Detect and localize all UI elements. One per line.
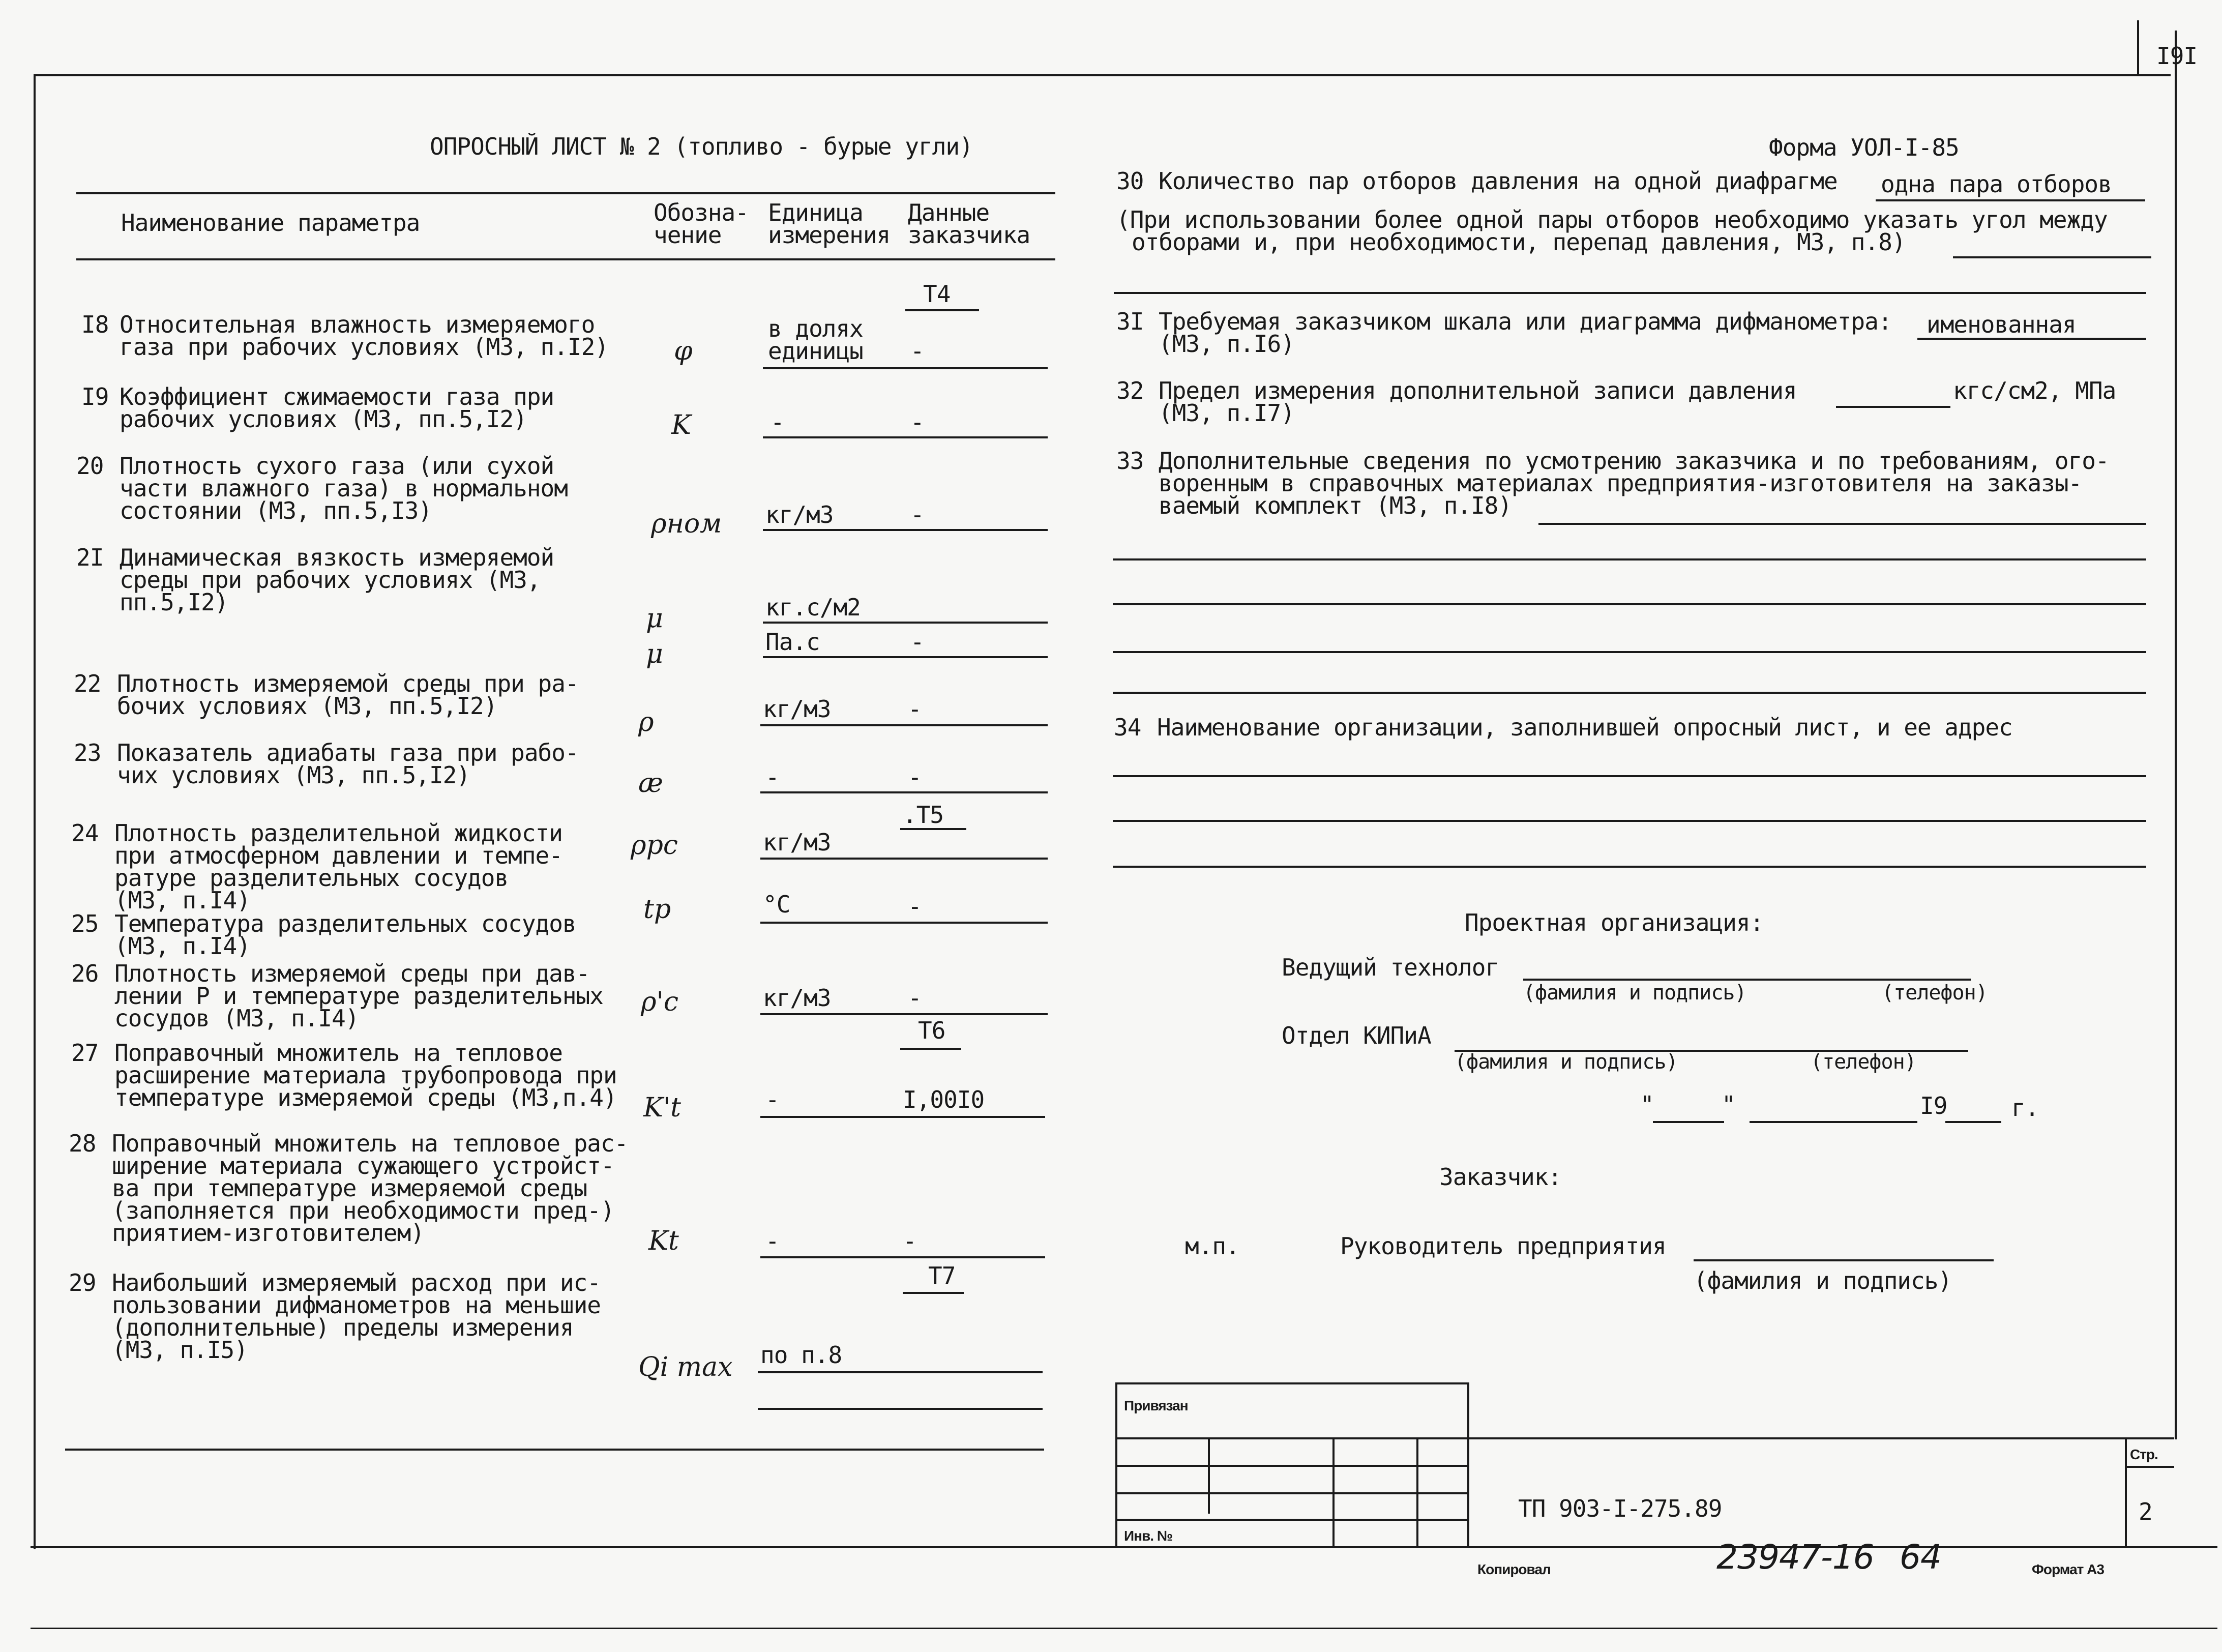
row-27-symbol: K't <box>643 1093 682 1123</box>
row-28-text-2: ширение материала сужающего устройст- <box>112 1152 614 1179</box>
header-data-1: Данные <box>908 199 990 226</box>
stamp-col-3 <box>1416 1437 1418 1546</box>
row-25-text-2: (М3, п.I4) <box>114 932 250 960</box>
page-bottom-rule <box>31 1628 2217 1629</box>
form-code: Форма УОЛ-I-85 <box>1769 134 1959 161</box>
stamp-handwritten-number: 23947-16 <box>1716 1538 1874 1577</box>
row-25-data: - <box>908 893 922 920</box>
row-19-number: I9 <box>81 383 109 410</box>
item-33-fill-line-5 <box>1113 692 2146 694</box>
row-27-unit: - <box>765 1086 779 1113</box>
stamp-left <box>1115 1382 1117 1546</box>
row-18-line <box>763 367 1048 369</box>
row-24-text-2: при атмосферном давлении и темпе- <box>114 842 562 869</box>
row-18-text-2: газа при рабочих условиях (М3, п.I2) <box>120 333 608 361</box>
stamp-sheet-row <box>2126 1466 2174 1468</box>
row-22-symbol: ρ <box>638 707 654 738</box>
lead-technologist-phone-caption: (телефон) <box>1882 981 1988 1005</box>
frame-left <box>34 74 36 1549</box>
row-24-unit: кг/м3 <box>763 829 831 856</box>
row-27-text-2: расширение материала трубопровода при <box>114 1061 617 1089</box>
row-18-tag: T4 <box>923 280 951 308</box>
item-31-number: 3I <box>1116 308 1144 335</box>
row-21-data-2: - <box>910 628 924 656</box>
row-26-text-2: лении Р и температуре разделительных <box>114 982 603 1010</box>
item-31-value-line <box>1917 338 2146 340</box>
row-21-symbol: μ <box>646 603 663 634</box>
item-33-line-2: воренным в справочных материалах предприятия-изготовителя на заказы- <box>1159 469 2082 497</box>
stamp-handwritten-sheet: 64 <box>1900 1538 1941 1577</box>
frame-right <box>2175 31 2177 1439</box>
row-24-symbol: ρрс <box>631 830 678 861</box>
row-29-tag-line <box>903 1292 964 1294</box>
row-18-data: - <box>910 337 924 365</box>
item-33-fill-line-1 <box>1538 523 2146 525</box>
row-18-text-1: Относительная влажность измеряемого <box>120 311 595 338</box>
date-quote-open: " <box>1640 1091 1654 1118</box>
row-29-line-2 <box>758 1408 1043 1410</box>
stamp-copied-label: Копировал <box>1477 1561 1551 1577</box>
item-34-number: 34 <box>1114 714 1141 741</box>
director-label: Руководитель предприятия <box>1340 1232 1666 1260</box>
row-18-tag-line <box>905 309 979 311</box>
director-line <box>1694 1259 1994 1261</box>
row-20-text-2: части влажного газа) в нормальном <box>120 475 568 502</box>
stamp-top <box>1116 1382 1467 1384</box>
row-27-data: I,00I0 <box>903 1086 985 1113</box>
row-21-line-2 <box>763 656 1048 658</box>
row-29-number: 29 <box>69 1269 96 1296</box>
row-24-line <box>760 858 1048 860</box>
stamp-sheet-number: 2 <box>2139 1498 2152 1525</box>
row-26-text-1: Плотность измеряемой среды при дав- <box>114 960 590 987</box>
item-34-fill-line-1 <box>1113 775 2146 777</box>
page-title: ОПРОСНЫЙ ЛИСТ № 2 (топливо - бурые угли) <box>430 133 973 160</box>
row-21-text-1: Динамическая вязкость измеряемой <box>120 544 554 571</box>
row-19-unit: - <box>771 408 784 436</box>
row-28-unit: - <box>765 1227 779 1255</box>
row-23-number: 23 <box>74 739 101 766</box>
row-22-line <box>760 724 1048 726</box>
date-year-line <box>1945 1121 2001 1123</box>
item-33-line-3: ваемый комплект (М3, п.I8) <box>1159 492 1512 519</box>
stamp-doc-code: ТП 903-I-275.89 <box>1518 1495 1722 1522</box>
frame-top <box>35 74 2171 76</box>
row-26-unit: кг/м3 <box>763 984 831 1012</box>
row-19-text-2: рабочих условиях (М3, пп.5,I2) <box>120 405 527 433</box>
row-27-text-3: температуре измеряемой среды (М3,п.4) <box>114 1084 617 1111</box>
row-22-data: - <box>908 695 922 723</box>
row-27-tag-line <box>900 1048 961 1050</box>
item-30-line-b <box>1114 292 2146 294</box>
row-26-data: - <box>908 984 922 1012</box>
row-28-text-3: ва при температуре измеряемой среды <box>112 1174 587 1202</box>
row-26-text-3: сосудов (М3, п.I4) <box>114 1005 359 1032</box>
stamp-row-2 <box>1116 1465 1467 1467</box>
dept-kipia-phone-caption: (телефон) <box>1811 1050 1916 1074</box>
item-33-fill-line-4 <box>1113 651 2146 653</box>
row-26-symbol: ρ'с <box>641 987 678 1017</box>
row-25-text-1: Температура разделительных сосудов <box>114 910 576 937</box>
row-26-number: 26 <box>71 960 99 987</box>
row-24-tag-line <box>900 828 966 830</box>
row-27-text-1: Поправочный множитель на тепловое <box>114 1039 562 1067</box>
item-32-value-line <box>1836 406 1950 408</box>
director-sign-caption: (фамилия и подпись) <box>1694 1267 1952 1294</box>
row-29-text-1: Наибольший измеряемый расход при ис- <box>112 1269 601 1296</box>
row-24-text-3: ратуре разделительных сосудов <box>114 864 509 892</box>
header-data-2: заказчика <box>908 221 1030 249</box>
row-28-data: - <box>903 1227 916 1255</box>
stamp-right <box>1467 1382 1469 1546</box>
table-bottom-rule <box>65 1449 1044 1451</box>
row-23-line <box>760 791 1048 793</box>
row-20-unit: кг/м3 <box>765 501 834 528</box>
dept-kipia-sign-caption: (фамилия и подпись) <box>1455 1050 1678 1074</box>
row-24-number: 24 <box>71 819 99 847</box>
page-number: I9I <box>2156 42 2198 70</box>
dept-kipia-label: Отдел КИПиА <box>1282 1022 1431 1049</box>
header-rule-top <box>76 192 1055 194</box>
row-21-symbol-2: μ <box>646 639 663 669</box>
date-year-suffix: г. <box>2011 1094 2039 1122</box>
row-23-text-2: чих условиях (М3, пп.5,I2) <box>117 761 470 789</box>
item-30-text: Количество пар отборов давления на одной диафрагме <box>1159 167 1838 195</box>
header-name: Наименование параметра <box>121 209 420 237</box>
row-22-unit: кг/м3 <box>763 695 831 723</box>
item-30-note-2: отборами и, при необходимости, перепад давления, М3, п.8) <box>1132 228 1906 256</box>
item-30-value: одна пара отборов <box>1881 170 2112 198</box>
row-23-symbol: æ <box>638 768 663 799</box>
row-23-data: - <box>908 763 922 791</box>
row-18-symbol: φ <box>674 336 693 366</box>
stamp-sheet-label: Стр. <box>2130 1447 2158 1462</box>
row-23-text-1: Показатель адиабаты газа при рабо- <box>117 739 579 766</box>
row-27-tag: T6 <box>918 1017 945 1044</box>
header-symbol-1: Обозна- <box>654 199 749 226</box>
row-29-text-4: (М3, п.I5) <box>112 1336 248 1364</box>
item-34-text: Наименование организации, заполнившей опросный лист, и ее адрес <box>1157 714 2012 741</box>
item-33-fill-line-3 <box>1113 603 2146 605</box>
row-29-line-1 <box>758 1371 1043 1373</box>
row-19-data: - <box>910 408 924 436</box>
row-22-text-1: Плотность измеряемой среды при ра- <box>117 670 579 697</box>
row-20-number: 20 <box>76 452 104 480</box>
item-33-number: 33 <box>1116 447 1144 475</box>
lead-technologist-sign-caption: (фамилия и подпись) <box>1523 981 1746 1005</box>
row-24-text-1: Плотность разделительной жидкости <box>114 819 562 847</box>
row-28-symbol: Kt <box>648 1226 679 1256</box>
stamp-place-label: м.п. <box>1185 1232 1239 1260</box>
item-33-fill-line-2 <box>1113 558 2146 560</box>
item-32-text: Предел измерения дополнительной записи давления <box>1159 377 1797 404</box>
row-20-line <box>763 529 1048 531</box>
stamp-row-3 <box>1116 1492 1467 1494</box>
item-31-value: именованная <box>1927 311 2076 338</box>
row-20-text-1: Плотность сухого газа (или сухой <box>120 452 554 480</box>
row-19-text-1: Коэффициент сжимаемости газа при <box>120 383 554 410</box>
row-20-text-3: состоянии (М3, пп.5,I3) <box>120 497 432 524</box>
item-31-text: Требуемая заказчиком шкала или диаграмма дифманометра: <box>1159 308 1892 335</box>
row-18-unit-1: в долях <box>768 315 863 342</box>
row-26-line <box>760 1013 1048 1015</box>
item-32-ref: (М3, п.I7) <box>1159 399 1294 427</box>
item-30-number: 30 <box>1116 167 1144 195</box>
row-29-text-2: пользовании дифманометров на меньшие <box>112 1291 601 1319</box>
item-32-unit: кгс/см2, МПа <box>1953 377 2116 404</box>
lead-technologist-label: Ведущий технолог <box>1282 954 1499 981</box>
row-23-unit: - <box>765 763 779 791</box>
stamp-privyazan: Привязан <box>1124 1398 1188 1413</box>
date-day-line <box>1653 1121 1724 1123</box>
item-34-fill-line-2 <box>1113 820 2146 822</box>
page-number-box-left <box>2137 20 2139 76</box>
row-28-line <box>760 1256 1045 1258</box>
row-21-number: 2I <box>76 544 104 571</box>
stamp-row-4 <box>1116 1519 1467 1521</box>
row-28-number: 28 <box>69 1130 96 1157</box>
row-21-text-3: пп.5,I2) <box>120 588 228 616</box>
date-month-line <box>1750 1121 1917 1123</box>
row-28-text-5: приятием-изготовителем) <box>112 1219 424 1247</box>
row-21-line-1 <box>763 622 1048 624</box>
row-29-symbol: Qi max <box>638 1352 733 1382</box>
item-33-line-1: Дополнительные сведения по усмотрению заказчика и по требованиям, ого- <box>1159 447 2109 475</box>
stamp-inv-label: Инв. № <box>1124 1528 1173 1544</box>
customer-label: Заказчик: <box>1439 1163 1562 1191</box>
row-24-tag: .T5 <box>903 801 944 829</box>
stamp-col-2 <box>1332 1437 1335 1546</box>
stamp-col-1 <box>1208 1437 1210 1514</box>
header-symbol-2: чение <box>654 221 722 249</box>
row-27-number: 27 <box>71 1039 99 1067</box>
row-25-number: 25 <box>71 910 99 937</box>
item-34-fill-line-3 <box>1113 866 2146 868</box>
item-32-number: 32 <box>1116 377 1144 404</box>
item-30-note-1: (При использовании более одной пары отборов необходимо указать угол между <box>1116 206 2108 233</box>
stamp-sheet-divider <box>2125 1437 2127 1546</box>
row-27-line <box>760 1116 1045 1118</box>
row-21-unit: кг.с/м2 <box>765 594 861 621</box>
row-19-symbol: K <box>671 410 691 440</box>
row-22-text-2: бочих условиях (М3, пп.5,I2) <box>117 692 497 720</box>
row-25-symbol: tр <box>643 894 671 925</box>
row-21-unit-2: Па.с <box>765 628 820 656</box>
row-28-text-1: Поправочный множитель на тепловое рас- <box>112 1130 628 1157</box>
row-19-line <box>763 436 1048 438</box>
date-quote-close: " <box>1722 1091 1735 1118</box>
stamp-format-label: Формат А3 <box>2032 1561 2104 1577</box>
header-unit-1: Единица <box>768 199 863 226</box>
row-24-text-4: (М3, п.I4) <box>114 887 250 914</box>
lead-technologist-line <box>1523 979 1971 981</box>
row-20-symbol: ρном <box>651 509 722 539</box>
row-29-text-3: (дополнительные) пределы измерения <box>112 1314 574 1341</box>
row-25-line <box>760 922 1048 924</box>
header-unit-2: измерения <box>768 221 891 249</box>
row-29-unit: по п.8 <box>760 1341 842 1369</box>
date-year-prefix: I9 <box>1920 1092 1947 1119</box>
row-25-unit: °С <box>763 891 790 918</box>
row-21-text-2: среды при рабочих условиях (М3, <box>120 566 541 594</box>
item-30-line-a <box>1953 256 2151 258</box>
item-30-value-line <box>1876 199 2145 201</box>
row-18-number: I8 <box>81 311 109 338</box>
row-28-text-4: (заполняется при необходимости пред-) <box>112 1197 614 1224</box>
row-18-unit-2: единицы <box>768 337 863 365</box>
item-31-ref: (М3, п.I6) <box>1159 330 1294 358</box>
row-22-number: 22 <box>74 670 101 697</box>
header-rule-bottom <box>76 258 1055 260</box>
project-org-label: Проектная организация: <box>1465 909 1764 936</box>
row-20-data: - <box>910 501 924 528</box>
row-29-tag: T7 <box>928 1262 956 1289</box>
stamp-row-1 <box>1116 1437 2174 1439</box>
